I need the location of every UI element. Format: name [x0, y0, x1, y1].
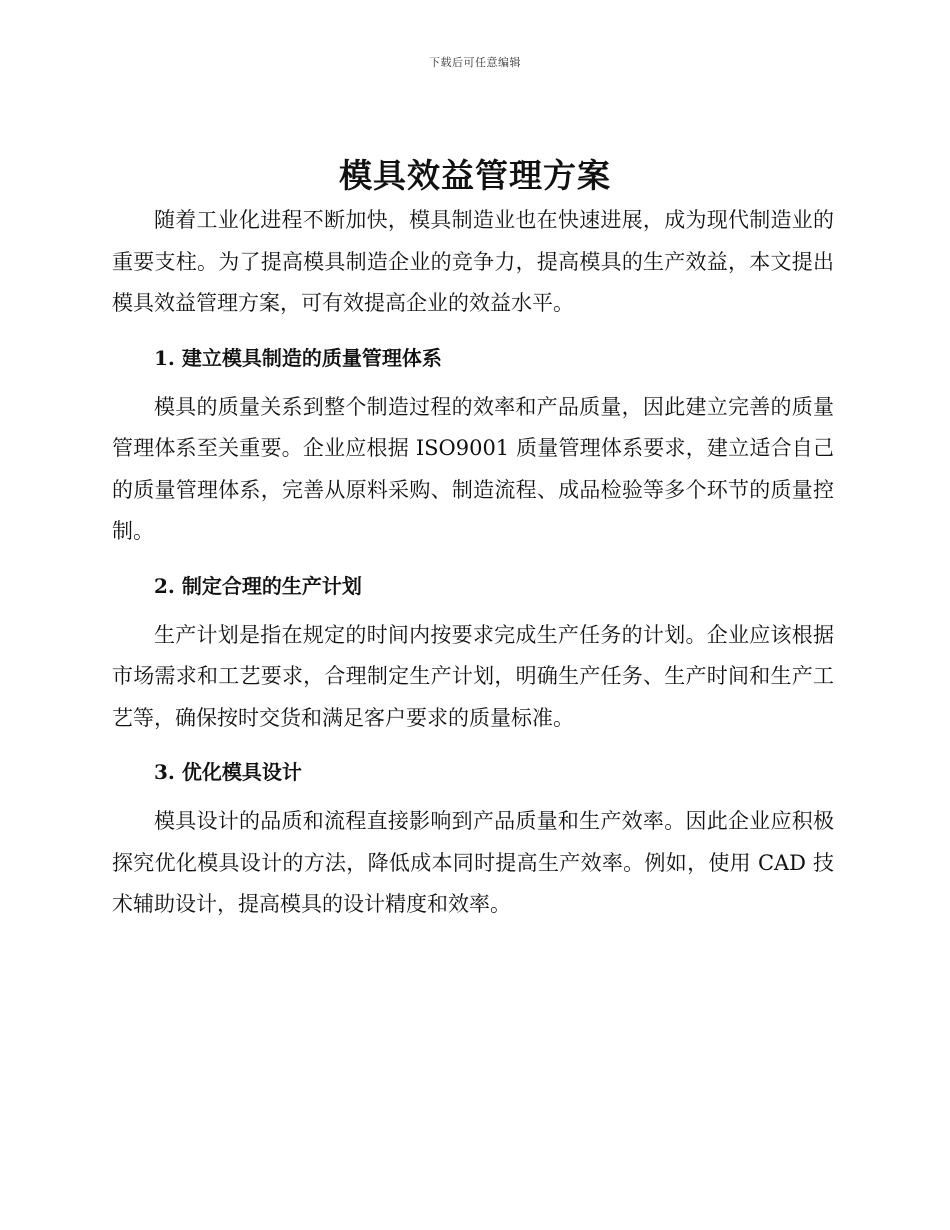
document-body: [112, 200, 834, 926]
section-2-heading: 2. 制定合理的生产计划: [154, 573, 362, 598]
section-2-body: 生产计划是指在规定的时间内按要求完成生产任务的计划。企业应该根据市场需求和工艺要求，合理制定生产计划，明确生产任务、生产时间和生产工艺等，确保按时交货和满足客户要求的质量标准。: [112, 622, 834, 730]
intro-paragraph: 随着工业化进程不断加快，模具制造业也在快速进展，成为现代制造业的重要支柱。为了提高模具制造企业的竞争力，提高模具的生产效益，本文提出模具效益管理方案，可有效提高企业的效益水平。: [112, 208, 834, 315]
header-note: 下载后可任意编辑: [429, 56, 521, 69]
section-3-heading: 3. 优化模具设计: [154, 760, 302, 784]
section-1-body: 模具的质量关系到整个制造过程的效率和产品质量，因此建立完善的质量管理体系至关重要。企业应根据 ISO9001 质量管理体系要求，建立适合自己的质量管理体系，完善从原料采购、制造流程、成品检验等多个环节的质量控制。: [112, 394, 834, 543]
document-title: 模具效益管理方案: [339, 156, 611, 195]
section-3-body: 模具设计的品质和流程直接影响到产品质量和生产效率。因此企业应积极探究优化模具设计的方法，降低成本同时提高生产效率。例如，使用 CAD 技术辅助设计，提高模具的设计精度和效率。: [112, 809, 834, 916]
section-1-heading: 1. 建立模具制造的质量管理体系: [154, 345, 442, 370]
